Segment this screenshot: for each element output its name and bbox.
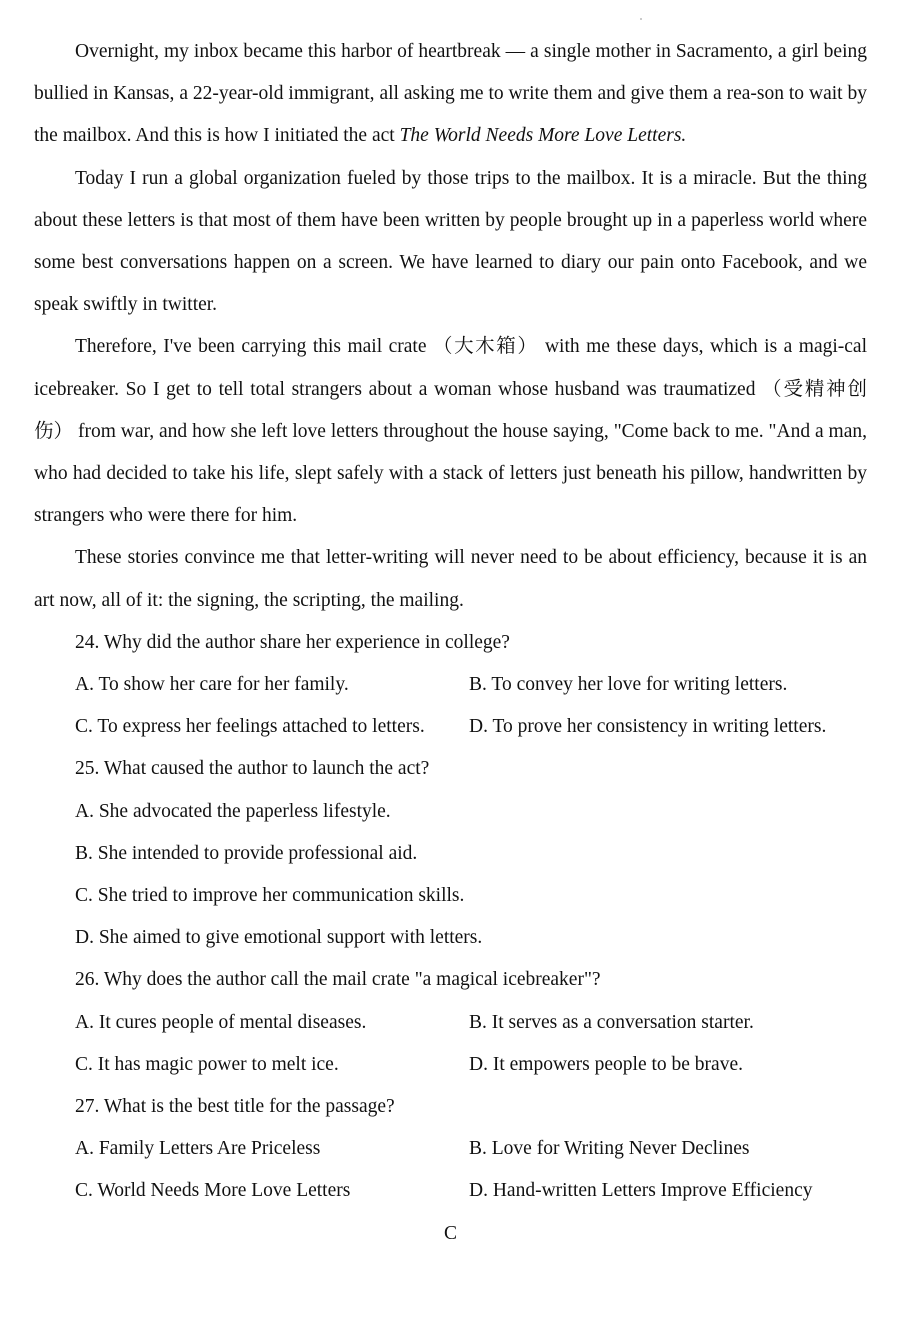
question-26-option-a: A. It cures people of mental diseases. xyxy=(75,1011,367,1033)
question-27-options-row-1 xyxy=(34,1128,867,1170)
question-25-stem: 25. What caused the author to launch the act? xyxy=(75,758,430,780)
exam-page xyxy=(34,31,867,1255)
question-25-option-d: D. She aimed to give emotional support with letters. xyxy=(75,927,483,949)
question-24-option-d: D. To prove her consistency in writing letters. xyxy=(469,716,827,738)
passage-paragraph-3: Therefore, I've been carrying this mail crate （大木箱） with me these days, which is a magi-cal icebreaker. So I get to tell total strangers about a woman whose husband was traumatized （受精神创伤） from war, and how she left love letters throughout the house saying, "Come back to me. "And a man, who had decided to take his life, slept safely with a stack of letters just beneath his pillow, handwritten by strangers who were there for him. xyxy=(34,336,867,527)
question-26-option-b: B. It serves as a conversation starter. xyxy=(469,1011,754,1033)
passage-paragraph-1 xyxy=(34,31,867,158)
passage-paragraph-4: These stories convince me that letter-writing will never need to be about efficiency, because it is an art now, all of it: the signing, the scripting, the mailing. xyxy=(34,547,867,611)
question-26-option-d: D. It empowers people to be brave. xyxy=(469,1053,743,1075)
question-27-stem: 27. What is the best title for the passage? xyxy=(75,1096,395,1118)
question-24-option-b: B. To convey her love for writing letters. xyxy=(469,674,788,696)
question-24-options-row-1 xyxy=(34,664,867,706)
scan-speck xyxy=(640,18,642,20)
paragraph-1-text: Overnight, my inbox became this harbor of heartbreak — a single mother in Sacramento, a girl being bullied in Kansas, a 22-year-old immigrant, all asking me to write them and give them a rea-son to wait by the mailbox. And this is how I initiated the act xyxy=(34,41,867,147)
section-heading-c: C xyxy=(443,1222,457,1244)
act-title: The World Needs More Love Letters. xyxy=(399,125,687,147)
question-27-option-a: A. Family Letters Are Priceless xyxy=(75,1138,321,1160)
question-25-option-a: A. She advocated the paperless lifestyle. xyxy=(75,800,391,822)
question-25-option-c: C. She tried to improve her communication skills. xyxy=(75,885,465,907)
question-27-option-d: D. Hand-written Letters Improve Efficiency xyxy=(469,1180,813,1202)
question-24-option-a: A. To show her care for her family. xyxy=(75,674,349,696)
question-24-options-row-2 xyxy=(34,706,867,748)
question-25-option-b: B. She intended to provide professional aid. xyxy=(75,842,418,864)
passage-paragraph-2: Today I run a global organization fueled by those trips to the mailbox. It is a miracle. But the thing about these letters is that most of them have been written by people brought up in a paperless world where some best conversations happen on a screen. We have learned to diary our pain onto Facebook, and we speak swiftly in twitter. xyxy=(34,167,867,316)
question-26-option-c: C. It has magic power to melt ice. xyxy=(75,1053,339,1075)
question-26-options-row-2 xyxy=(34,1044,867,1086)
question-24-stem: 24. Why did the author share her experience in college? xyxy=(75,631,510,653)
question-24-option-c: C. To express her feelings attached to letters. xyxy=(75,716,425,738)
question-27-options-row-2 xyxy=(34,1170,867,1212)
question-26-stem: 26. Why does the author call the mail crate "a magical icebreaker"? xyxy=(75,969,601,991)
question-26-options-row-1 xyxy=(34,1002,867,1044)
question-27-option-b: B. Love for Writing Never Declines xyxy=(469,1138,750,1160)
question-27-option-c: C. World Needs More Love Letters xyxy=(75,1180,351,1202)
